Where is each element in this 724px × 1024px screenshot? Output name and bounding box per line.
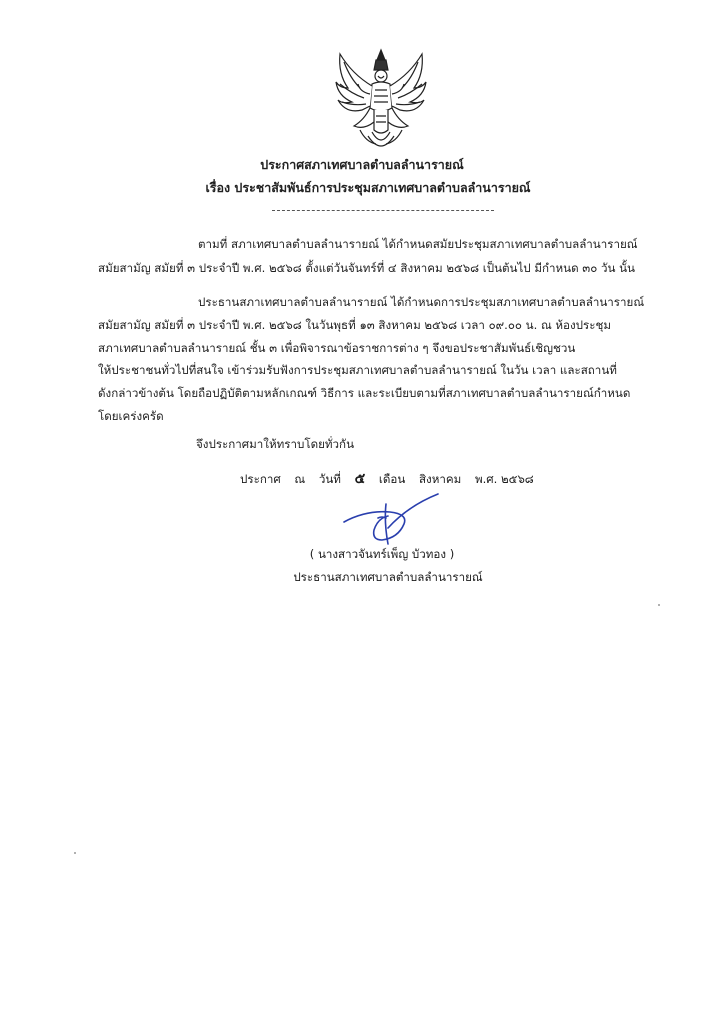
date-prefix: ประกาศ (240, 472, 281, 486)
paragraph2-line: ดังกล่าวข้างต้น โดยถือปฏิบัติตามหลักเกณฑ์ วิธีการ และระเบียบตามที่สภาเทศบาลตำบลลำนารายณ์กำหนด (98, 386, 631, 400)
closing-statement: จึงประกาศมาให้ทราบโดยทั่วกัน (196, 437, 354, 451)
paragraph2-line: สมัยสามัญ สมัยที่ ๓ ประจำปี พ.ศ. ๒๕๖๘ ในวันพุธที่ ๑๓ สิงหาคม ๒๕๖๘ เวลา ๐๙.๐๐ น. ณ ห้องประชุม (98, 318, 611, 332)
date-month-word: เดือน (378, 472, 406, 486)
paragraph1-line: สมัยสามัญ สมัยที่ ๓ ประจำปี พ.ศ. ๒๕๖๘ ตั้งแต่วันจันทร์ที่ ๔ สิงหาคม ๒๕๖๘ เป็นต้นไป มีกำหนด ๓๐ วัน นั้น (98, 261, 635, 275)
date-year: พ.ศ. ๒๕๖๘ (474, 472, 534, 486)
date-at: ณ (294, 472, 306, 486)
paragraph2-line: ให้ประชาชนทั่วไปที่สนใจ เข้าร่วมรับฟังการประชุมสภาเทศบาลตำบลลำนารายณ์ ในวัน เวลา และสถานที่ (98, 363, 617, 377)
scan-speck (658, 604, 660, 606)
paragraph1-line: ตามที่ สภาเทศบาลตำบลลำนารายณ์ ได้กำหนดสมัยประชุมสภาเทศบาลตำบลลำนารายณ์ (198, 237, 638, 251)
signatory-name: ( นางสาวจันทร์เพ็ญ บัวทอง ) (309, 547, 455, 561)
date-day: ๕ (354, 471, 366, 487)
paragraph2-line: ประธานสภาเทศบาลตำบลลำนารายณ์ ได้กำหนดการประชุมสภาเทศบาลตำบลลำนารายณ์ (198, 295, 645, 309)
paragraph2-line: โดยเคร่งครัด (98, 409, 164, 423)
title-divider (272, 210, 494, 211)
announcement-subject: เรื่อง ประชาสัมพันธ์การประชุมสภาเทศบาลตำบลลำนารายณ์ (205, 180, 531, 195)
date-day-word: วันที่ (318, 472, 341, 486)
announcement-title: ประกาศสภาเทศบาลตำบลลำนารายณ์ (260, 157, 464, 172)
signatory-title: ประธานสภาเทศบาลตำบลลำนารายณ์ (293, 570, 483, 584)
handwritten-signature (338, 488, 448, 548)
scan-speck (74, 852, 76, 854)
garuda-emblem-icon (330, 44, 432, 156)
paragraph2-line: สภาเทศบาลตำบลลำนารายณ์ ชั้น ๓ เพื่อพิจารณาข้อราชการต่าง ๆ จึงขอประชาสัมพันธ์เชิญชวน (98, 341, 576, 355)
announcement-date (240, 468, 544, 490)
date-month: สิงหาคม (418, 472, 462, 486)
